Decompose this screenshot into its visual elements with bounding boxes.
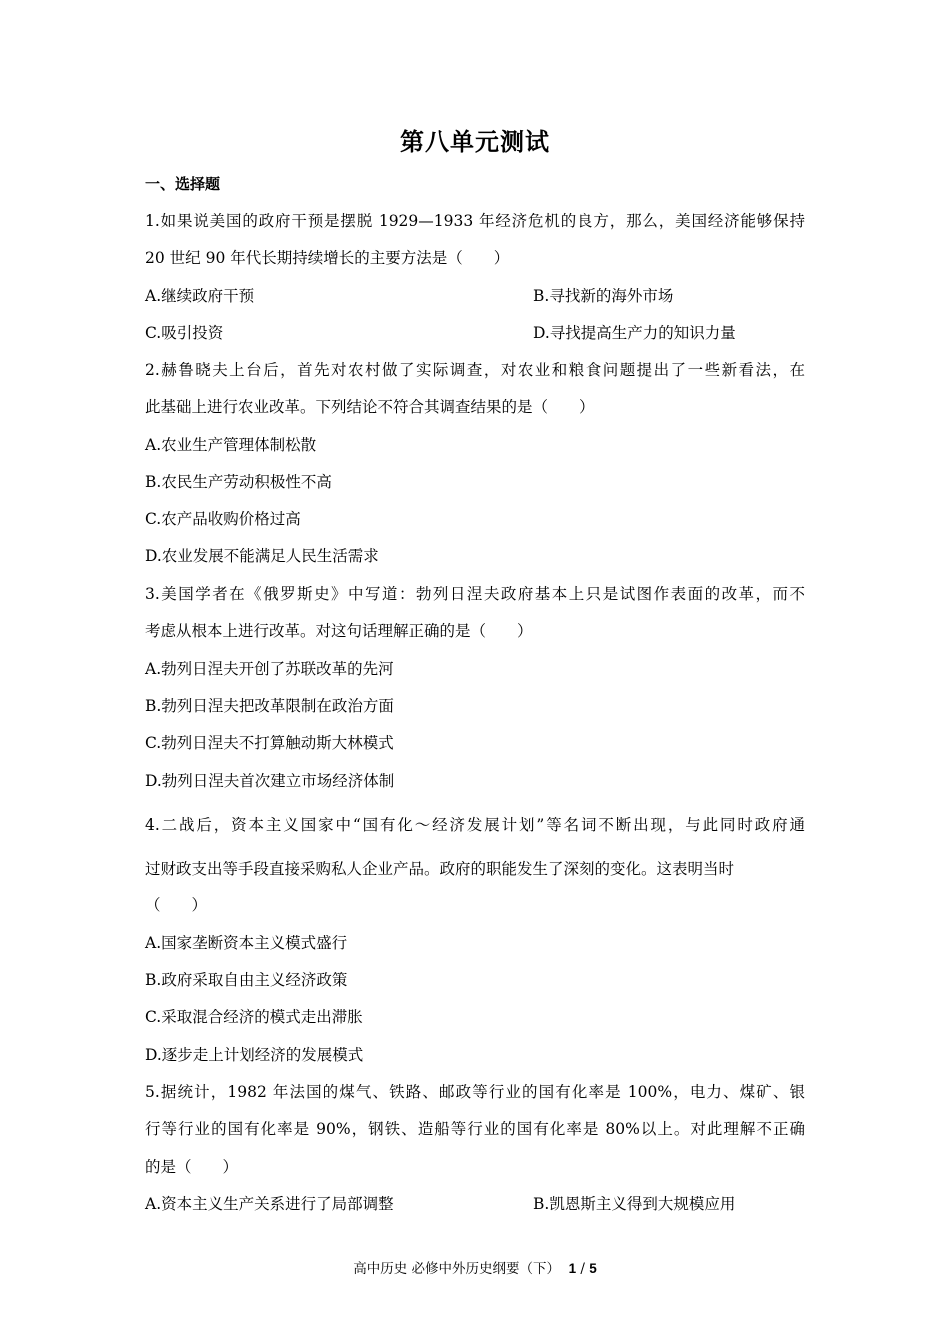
question-2-stem-line-1: 2.赫鲁晓夫上台后，首先对农村做了实际调查，对农业和粮食问题提出了一些新看法，在 [145,361,805,379]
page-title: 第八单元测试 [400,128,550,156]
question-4-option-d: D.逐步走上计划经济的发展模式 [145,1046,364,1064]
question-2-option-b: B.农民生产劳动积极性不高 [145,473,332,491]
question-2-option-a: A.农业生产管理体制松散 [145,436,317,454]
question-4-stem-line-2: 过财政支出等手段直接采购私人企业产品。政府的职能发生了深刻的变化。这表明当时 [145,860,735,878]
page-total: 5 [589,1261,597,1276]
question-2-option-d: D.农业发展不能满足人民生活需求 [145,547,379,565]
question-3-option-a: A.勃列日涅夫开创了苏联改革的先河 [145,660,394,678]
question-4-stem-line-3: （ ） [145,896,208,914]
question-5-stem-line-2: 行等行业的国有化率是 90%，钢铁、造船等行业的国有化率是 80%以上。对此理解不正确 [145,1120,805,1138]
question-1-stem-line-1: 1.如果说美国的政府干预是摆脱 1929—1933 年经济危机的良方，那么，美国经济能够保持 [145,212,805,230]
question-5-stem-line-1: 5.据统计，1982 年法国的煤气、铁路、邮政等行业的国有化率是 100%，电力、煤矿、银 [145,1083,805,1101]
question-1-option-c: C.吸引投资 [145,324,224,342]
question-1-option-a: A.继续政府干预 [145,287,255,305]
question-4-stem-line-1: 4.二战后，资本主义国家中“国有化～经济发展计划”等名词不断出现，与此同时政府通 [145,816,805,834]
section-heading: 一、选择题 [145,175,221,193]
page-footer [0,1257,950,1277]
question-3-option-d: D.勃列日涅夫首次建立市场经济体制 [145,772,395,790]
question-4-option-c: C.采取混合经济的模式走出滞胀 [145,1008,363,1026]
question-5-option-a: A.资本主义生产关系进行了局部调整 [145,1195,394,1213]
question-3-option-b: B.勃列日涅夫把改革限制在政治方面 [145,697,394,715]
question-1-option-b: B.寻找新的海外市场 [533,287,674,305]
question-1-option-d: D.寻找提高生产力的知识力量 [533,324,736,342]
page-number: 1 [568,1261,577,1276]
page-separator: / [580,1261,585,1277]
question-3-option-c: C.勃列日涅夫不打算触动斯大林模式 [145,734,394,752]
question-5-option-b: B.凯恩斯主义得到大规模应用 [533,1195,736,1213]
footer-text: 高中历史 必修中外历史纲要（下） [353,1261,560,1277]
question-2-stem-line-2: 此基础上进行农业改革。下列结论不符合其调查结果的是（ ） [145,398,595,416]
question-5-stem-line-3: 的是（ ） [145,1158,239,1176]
question-3-stem-line-1: 3.美国学者在《俄罗斯史》中写道：勃列日涅夫政府基本上只是试图作表面的改革，而不 [145,585,805,603]
question-4-option-a: A.国家垄断资本主义模式盛行 [145,934,348,952]
question-2-option-c: C.农产品收购价格过高 [145,510,301,528]
question-3-stem-line-2: 考虑从根本上进行改革。对这句话理解正确的是（ ） [145,622,533,640]
question-4-option-b: B.政府采取自由主义经济政策 [145,971,348,989]
question-1-stem-line-2: 20 世纪 90 年代长期持续增长的主要方法是（ ） [145,249,510,267]
